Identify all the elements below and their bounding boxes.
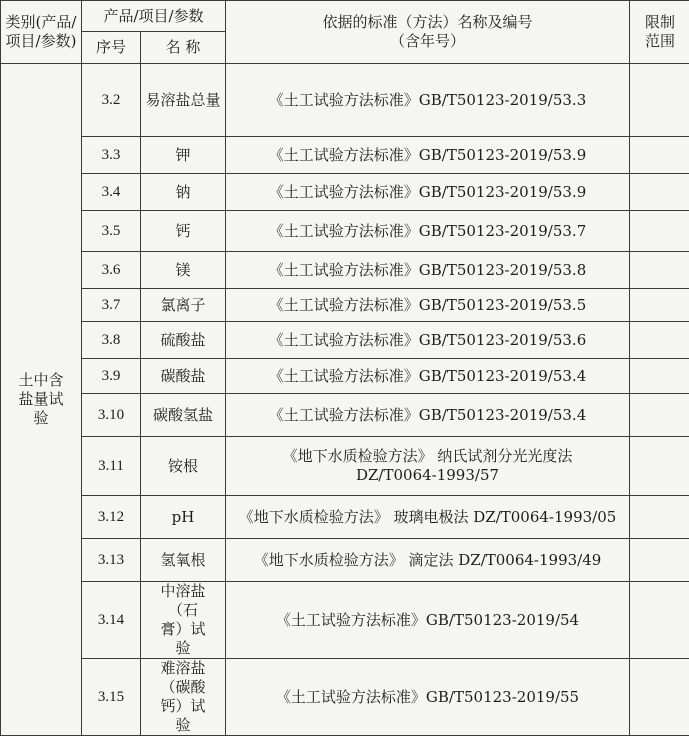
row-seq-no: 3.4 xyxy=(82,174,141,211)
row-seq-no: 3.2 xyxy=(82,64,141,137)
row-seq-no: 3.5 xyxy=(82,211,141,252)
table-row xyxy=(1,496,689,539)
row-standard: 《土工试验方法标准》GB/T50123-2019/53.3 xyxy=(226,64,630,137)
header-product-item-param: 产品/项目/参数 xyxy=(82,1,226,32)
row-name: 氯离子 xyxy=(141,289,226,322)
row-seq-no: 3.15 xyxy=(82,659,141,736)
table-row xyxy=(1,322,689,359)
row-seq-no: 3.13 xyxy=(82,539,141,582)
row-limit xyxy=(630,322,689,359)
table-row xyxy=(1,659,689,736)
row-standard: 《地下水质检验方法》 滴定法 DZ/T0064-1993/49 xyxy=(226,539,630,582)
row-name: 钙 xyxy=(141,211,226,252)
row-limit xyxy=(630,174,689,211)
table-row xyxy=(1,582,689,659)
table-row xyxy=(1,252,689,289)
row-seq-no: 3.7 xyxy=(82,289,141,322)
row-standard: 《土工试验方法标准》GB/T50123-2019/53.8 xyxy=(226,252,630,289)
row-limit xyxy=(630,252,689,289)
row-limit xyxy=(630,359,689,394)
table-row xyxy=(1,539,689,582)
table-row xyxy=(1,437,689,496)
header-standard-name: 依据的标准（方法）名称及编号（含年号） xyxy=(226,1,630,64)
row-limit xyxy=(630,211,689,252)
row-standard: 《土工试验方法标准》GB/T50123-2019/53.5 xyxy=(226,289,630,322)
row-standard: 《土工试验方法标准》GB/T50123-2019/54 xyxy=(226,582,630,659)
category-value: 土中含盐量试验 xyxy=(1,64,82,736)
row-name: 硫酸盐 xyxy=(141,322,226,359)
row-standard: 《地下水质检验方法》 玻璃电极法 DZ/T0064-1993/05 xyxy=(226,496,630,539)
row-seq-no: 3.6 xyxy=(82,252,141,289)
row-seq-no: 3.10 xyxy=(82,394,141,437)
row-limit xyxy=(630,496,689,539)
header-name: 名 称 xyxy=(141,32,226,64)
table-row xyxy=(1,394,689,437)
row-limit xyxy=(630,659,689,736)
row-seq-no: 3.8 xyxy=(82,322,141,359)
row-limit xyxy=(630,137,689,174)
row-standard: 《土工试验方法标准》GB/T50123-2019/53.4 xyxy=(226,394,630,437)
header-limit-scope: 限制范围 xyxy=(630,1,689,64)
row-limit xyxy=(630,64,689,137)
row-seq-no: 3.14 xyxy=(82,582,141,659)
row-name: 碳酸氢盐 xyxy=(141,394,226,437)
row-standard: 《土工试验方法标准》GB/T50123-2019/55 xyxy=(226,659,630,736)
row-name: 氢氧根 xyxy=(141,539,226,582)
row-seq-no: 3.9 xyxy=(82,359,141,394)
row-name: 易溶盐总量 xyxy=(141,64,226,137)
row-name: 铵根 xyxy=(141,437,226,496)
header-category: 类别(产品/项目/参数) xyxy=(1,1,82,64)
header-seq-no: 序号 xyxy=(82,32,141,64)
row-name: 镁 xyxy=(141,252,226,289)
row-limit xyxy=(630,582,689,659)
row-name: 钠 xyxy=(141,174,226,211)
table-row xyxy=(1,174,689,211)
table-body xyxy=(1,1,689,736)
row-limit xyxy=(630,394,689,437)
row-standard: 《土工试验方法标准》GB/T50123-2019/53.4 xyxy=(226,359,630,394)
row-seq-no: 3.11 xyxy=(82,437,141,496)
row-name: 碳酸盐 xyxy=(141,359,226,394)
row-limit xyxy=(630,289,689,322)
table-row xyxy=(1,64,689,137)
table-row xyxy=(1,289,689,322)
table-row xyxy=(1,359,689,394)
row-limit xyxy=(630,437,689,496)
row-name: 钾 xyxy=(141,137,226,174)
row-name: 难溶盐（碳酸钙）试验 xyxy=(141,659,226,736)
row-limit xyxy=(630,539,689,582)
row-standard: 《土工试验方法标准》GB/T50123-2019/53.9 xyxy=(226,174,630,211)
table-row xyxy=(1,137,689,174)
row-standard: 《地下水质检验方法》 纳氏试剂分光光度法 DZ/T0064-1993/57 xyxy=(226,437,630,496)
table-row xyxy=(1,211,689,252)
row-standard: 《土工试验方法标准》GB/T50123-2019/53.6 xyxy=(226,322,630,359)
row-standard: 《土工试验方法标准》GB/T50123-2019/53.7 xyxy=(226,211,630,252)
row-seq-no: 3.12 xyxy=(82,496,141,539)
row-seq-no: 3.3 xyxy=(82,137,141,174)
row-name: pH xyxy=(141,496,226,539)
row-standard: 《土工试验方法标准》GB/T50123-2019/53.9 xyxy=(226,137,630,174)
header-row-1 xyxy=(1,1,689,32)
row-name: 中溶盐（石膏）试验 xyxy=(141,582,226,659)
